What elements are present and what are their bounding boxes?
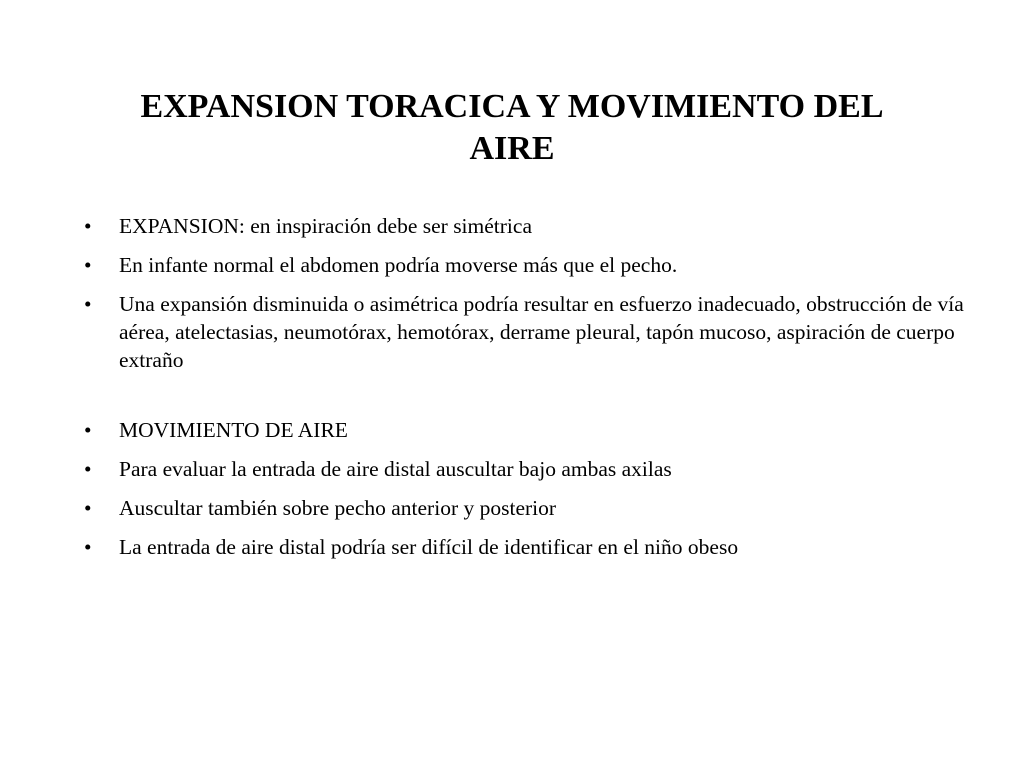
title-line-1: EXPANSION TORACICA Y MOVIMIENTO DEL xyxy=(140,88,884,125)
bullet-item-auscultate-chest xyxy=(84,494,964,522)
bullet-text: MOVIMIENTO DE AIRE xyxy=(119,418,348,442)
bullet-item-distal-air xyxy=(84,455,964,483)
bullet-dot-icon: • xyxy=(84,535,92,559)
bullet-list xyxy=(84,212,964,572)
title-line-2: AIRE xyxy=(469,130,555,167)
bullet-text: Una expansión disminuida o asimétrica podría resultar en esfuerzo inadecuado, obstrucción de vía aérea, atelectasias, neumotórax, hemotórax, derrame pleural, tapón mucoso, aspiración de cuerpo extraño xyxy=(119,292,964,372)
bullet-item-infant xyxy=(84,251,964,279)
bullet-dot-icon: • xyxy=(84,292,92,316)
bullet-item-expansion xyxy=(84,212,964,240)
bullet-text: La entrada de aire distal podría ser difícil de identificar en el niño obeso xyxy=(119,535,739,559)
bullet-dot-icon: • xyxy=(84,253,92,277)
bullet-text: EXPANSION: en inspiración debe ser simétrica xyxy=(119,214,532,238)
bullet-text: Auscultar también sobre pecho anterior y posterior xyxy=(119,496,557,520)
slide-title xyxy=(90,86,934,170)
bullet-dot-icon: • xyxy=(84,418,92,442)
bullet-text: En infante normal el abdomen podría moverse más que el pecho. xyxy=(119,253,678,277)
bullet-item-obese-child xyxy=(84,533,964,561)
bullet-text: Para evaluar la entrada de aire distal auscultar bajo ambas axilas xyxy=(119,457,672,481)
bullet-dot-icon: • xyxy=(84,214,92,238)
bullet-item-reduced-expansion xyxy=(84,290,964,374)
bullet-dot-icon: • xyxy=(84,496,92,520)
bullet-dot-icon: • xyxy=(84,457,92,481)
bullet-item-air-movement xyxy=(84,416,964,444)
